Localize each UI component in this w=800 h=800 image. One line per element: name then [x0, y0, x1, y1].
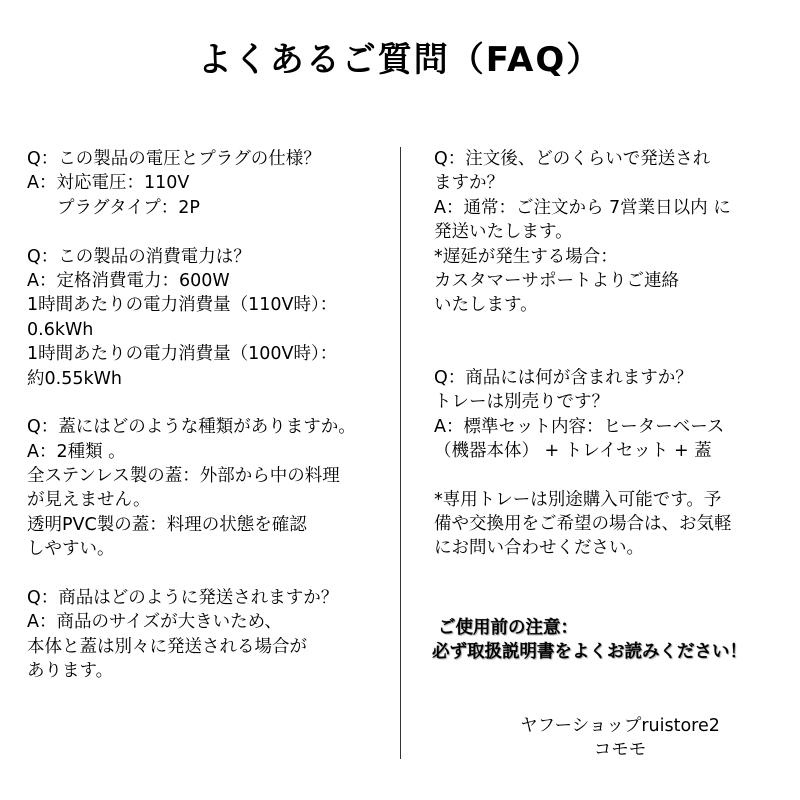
faq-left-column [27, 147, 393, 684]
shop-name: ヤフーショップruistore2 [520, 716, 720, 736]
notice-text: 必ず取扱説明書をよくお読みください！ [432, 642, 747, 663]
faq-question: ますか？ [434, 173, 504, 194]
faq-answer: A：標準セット内容：ヒーターベース [434, 416, 725, 437]
faq-answer: （機器本体） + トレイセット + 蓋 [434, 440, 712, 461]
faq-answer: *遅延が発生する場合： [434, 246, 618, 267]
faq-question: Q：この製品の消費電力は？ [27, 246, 251, 267]
faq-item-delivery-time [434, 147, 790, 318]
faq-answer: 0.6kWh [27, 319, 94, 340]
note-line: *専用トレーは別途購入可能です。予 [434, 489, 722, 510]
shop-signature [480, 714, 760, 763]
notice-heading: ご使用前の注意： [438, 618, 578, 638]
faq-item-lid [27, 415, 393, 561]
faq-answer: A：対応電圧：110V [27, 173, 190, 194]
faq-answer: あります。 [27, 661, 114, 682]
faq-answer: いたします。 [434, 295, 538, 316]
note-line: 備や交換用をご希望の場合は、お気軽 [434, 514, 732, 535]
faq-answer: 1時間あたりの電力消費量（100V時）： [27, 344, 338, 365]
faq-answer: A：2種類 。 [27, 441, 126, 462]
faq-question: Q：注文後、どのくらいで発送され [434, 149, 711, 169]
faq-answer: A：商品のサイズが大きいため、 [27, 612, 282, 633]
tray-note [434, 488, 790, 561]
faq-answer: 本体と蓋は別々に発送される場合が [27, 636, 307, 657]
faq-answer: 約0.55kWh [27, 368, 122, 389]
note-line: にお問い合わせください。 [434, 538, 644, 559]
usage-notice [432, 616, 747, 665]
faq-question: Q：この製品の電圧とプラグの仕様？ [27, 149, 321, 169]
faq-answer: A：通常：ご注文から 7営業日以内 に [434, 197, 731, 218]
faq-item-contents [434, 366, 790, 464]
column-divider [400, 147, 401, 759]
faq-answer: しやすい。 [27, 539, 115, 560]
faq-question: Q：商品には何が含まれますか？ [434, 367, 693, 388]
faq-item-shipping [27, 586, 393, 684]
faq-item-voltage [27, 147, 393, 220]
faq-answer: 1時間あたりの電力消費量（110V時）： [27, 295, 338, 316]
faq-question: Q：蓋にはどのような種類がありますか。 [27, 417, 356, 438]
faq-answer: プラグタイプ：2P [57, 197, 200, 218]
page-title: よくあるご質問（FAQ） [197, 40, 603, 80]
faq-item-power [27, 245, 393, 391]
faq-answer: 全ステンレス製の蓋：外部から中の料理 [27, 466, 340, 487]
faq-answer: 発送いたします。 [434, 222, 573, 243]
shop-subname: コモモ [593, 740, 647, 761]
faq-question: Q：商品はどのように発送されますか？ [27, 588, 339, 609]
faq-answer: が見えません。 [27, 490, 151, 511]
faq-answer: A：定格消費電力：600W [27, 270, 230, 291]
faq-answer: カスタマーサポートよりご連絡 [434, 270, 679, 291]
faq-right-column [434, 147, 790, 561]
faq-answer: 透明PVC製の蓋：料理の状態を確認 [27, 514, 307, 535]
faq-question: トレーは別売りです？ [434, 392, 609, 413]
